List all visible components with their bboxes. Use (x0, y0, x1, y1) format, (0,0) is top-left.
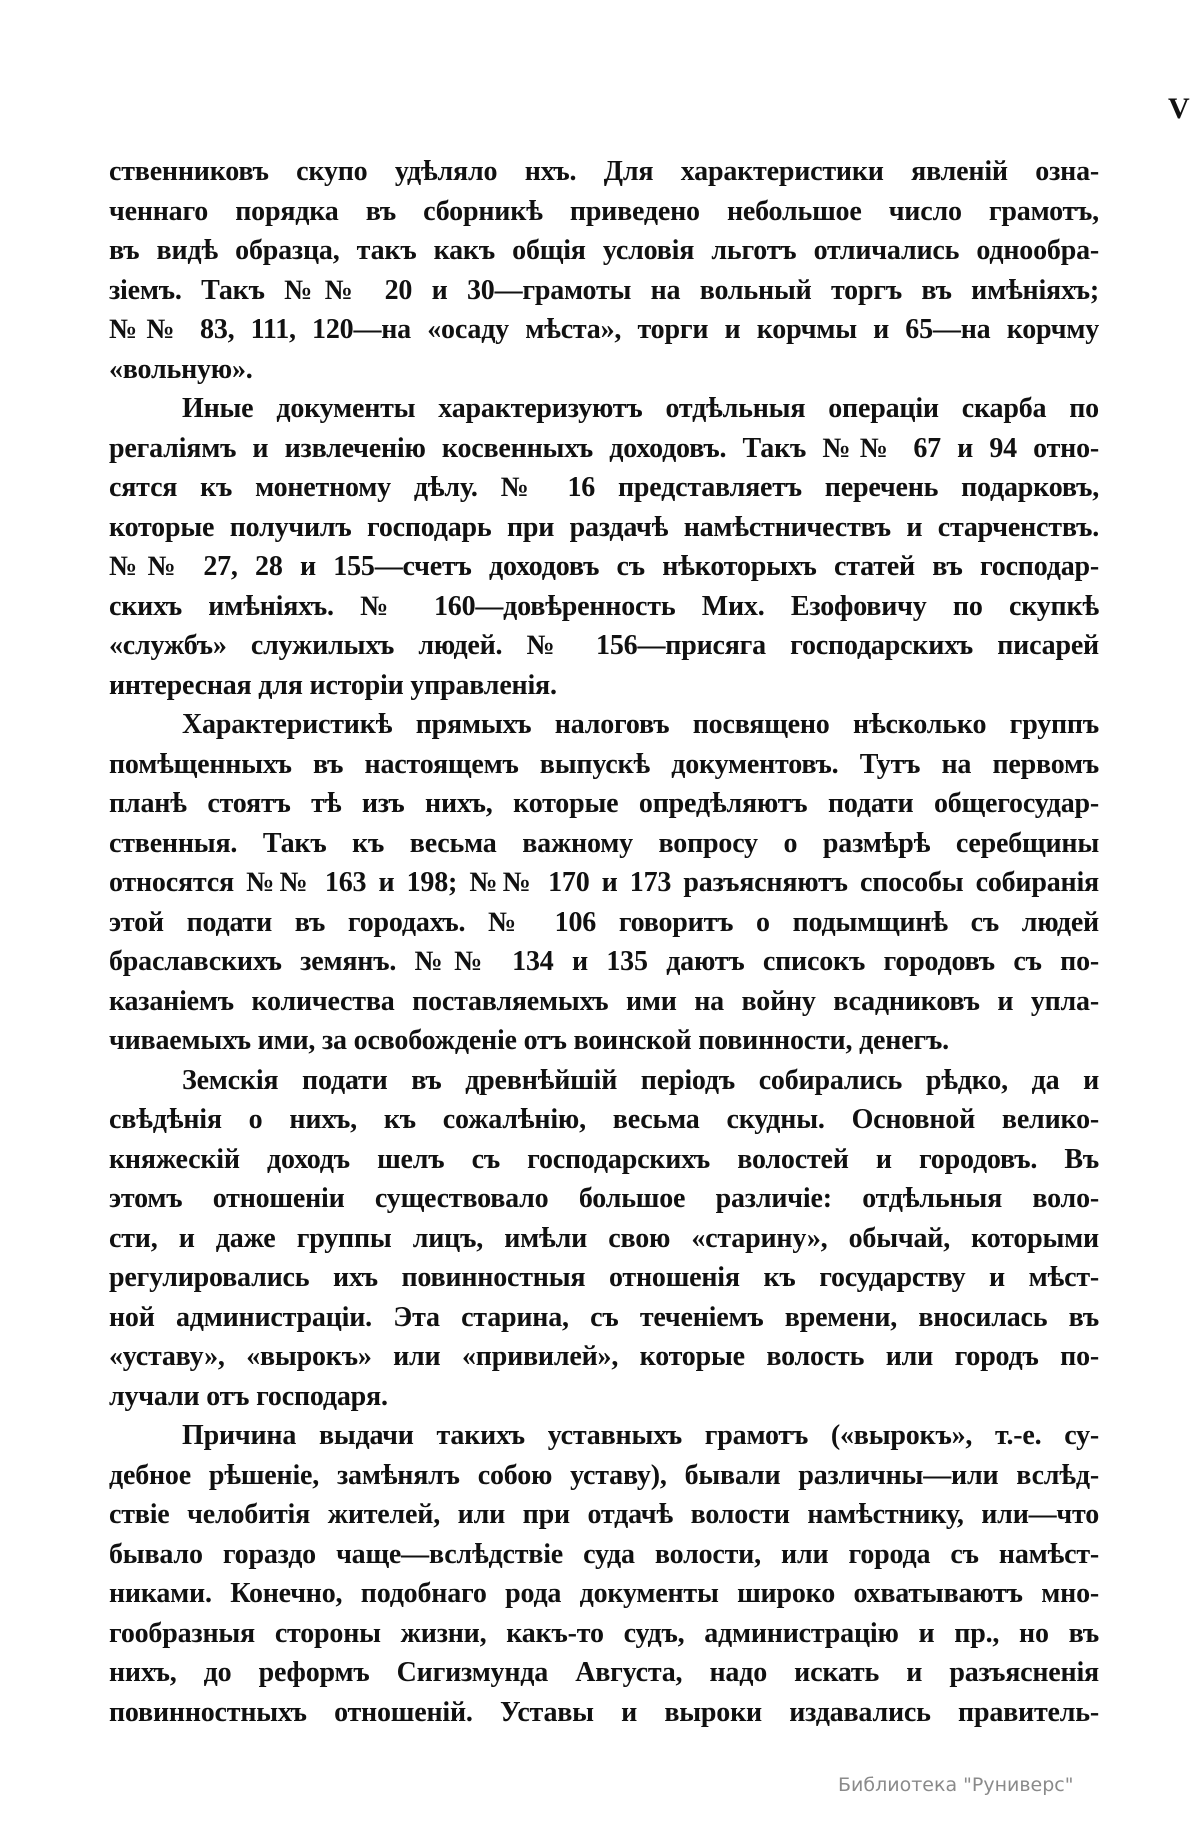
text-line: Земскія подати въ древнѣйшій періодъ собирались рѣдко, да и (182, 1064, 1099, 1096)
text-line: зіемъ. Такъ №№ 20 и 30—грамоты на вольный торгъ въ имѣніяхъ; (109, 274, 1099, 306)
text-line: бывало гораздо чаще—вслѣдствіе суда волости, или города съ намѣст- (109, 1538, 1099, 1570)
text-line: браславскихъ земянъ. №№ 134 и 135 даютъ списокъ городовъ съ по- (109, 946, 1099, 977)
paragraph (109, 152, 1099, 389)
text-line: №№ 27, 28 и 155—счетъ доходовъ съ нѣкоторыхъ статей въ господар- (109, 551, 1099, 582)
text-line: лучали отъ господаря. (109, 1380, 388, 1412)
paragraph (109, 1061, 1099, 1417)
text-line: казаніемъ количества поставляемыхъ ими на войну всадниковъ и упла- (109, 985, 1099, 1017)
text-line: въ видѣ образца, такъ какъ общія условія льготъ отличались однообра- (109, 235, 1099, 266)
text-line: регулировались ихъ повинностныя отношенія къ государству и мѣст- (109, 1262, 1099, 1293)
text-line: дебное рѣшеніе, замѣнялъ собою уставу), бывали различны—или вслѣд- (109, 1459, 1099, 1491)
text-line: никами. Конечно, подобнаго рода документы широко охватываютъ мно- (109, 1578, 1099, 1609)
text-line: «службъ» служилыхъ людей. № 156—присяга господарскихъ писарей (109, 630, 1099, 661)
text-body (109, 152, 1099, 1732)
text-line: Причина выдачи такихъ уставныхъ грамотъ («вырокъ», т.-е. су- (182, 1420, 1099, 1451)
text-line: «уставу», «вырокъ» или «привилей», которые волость или городъ по- (109, 1341, 1099, 1372)
paragraph (109, 389, 1099, 705)
text-line: «вольную». (109, 353, 253, 385)
text-line: которые получилъ господарь при раздачѣ намѣстничествъ и старченствъ. (109, 511, 1099, 543)
paragraph (109, 1416, 1099, 1732)
text-line: Характеристикѣ прямыхъ налоговъ посвящено нѣсколько группъ (182, 709, 1099, 740)
text-line: планѣ стоятъ тѣ изъ нихъ, которые опредѣляютъ подати общегосудар- (109, 788, 1099, 819)
text-line: ственниковъ скупо удѣляло нхъ. Для характеристики явленій озна- (109, 156, 1099, 187)
text-line: ченнаго порядка въ сборникѣ приведено небольшое число грамотъ, (109, 195, 1099, 227)
text-line: ствіе челобитія жителей, или при отдачѣ волости намѣстнику, или—что (109, 1499, 1099, 1530)
text-line: повинностныхъ отношеній. Уставы и выроки издавались правитель- (109, 1696, 1099, 1728)
library-watermark: Библиотека "Руниверс" (838, 1774, 1074, 1796)
text-line: сятся къ монетному дѣлу. № 16 представляетъ перечень подарковъ, (109, 472, 1099, 503)
page-number: V (1168, 92, 1190, 125)
text-line: помѣщенныхъ въ настоящемъ выпускѣ документовъ. Тутъ на первомъ (109, 748, 1099, 780)
text-line: сти, и даже группы лицъ, имѣли свою «старину», обычай, которыми (109, 1222, 1099, 1254)
text-line: княжескій доходъ шелъ съ господарскихъ волостей и городовъ. Въ (109, 1143, 1099, 1175)
text-line: чиваемыхъ ими, за освобожденіе отъ воинской повинности, денегъ. (109, 1025, 949, 1056)
text-line: гообразныя стороны жизни, какъ-то судъ, администрацію и пр., но въ (109, 1617, 1099, 1649)
text-line: этомъ отношеніи существовало большое различіе: отдѣльныя воло- (109, 1183, 1099, 1214)
text-line: относятся №№ 163 и 198; №№ 170 и 173 разъясняютъ способы собиранія (109, 867, 1099, 898)
text-line: №№ 83, 111, 120—на «осаду мѣста», торги и корчмы и 65—на корчму (109, 314, 1099, 345)
text-line: ственныя. Такъ къ весьма важному вопросу о размѣрѣ серебщины (109, 827, 1099, 859)
text-line: регаліямъ и извлеченію косвенныхъ доходовъ. Такъ №№ 67 и 94 отно- (109, 432, 1099, 464)
text-line: нихъ, до реформъ Сигизмунда Августа, надо искать и разъясненія (109, 1657, 1099, 1688)
text-line: этой подати въ городахъ. № 106 говоритъ о подымщинѣ съ людей (109, 906, 1099, 938)
text-line: скихъ имѣніяхъ. № 160—довѣренность Мих. Езофовичу по скупкѣ (109, 590, 1099, 622)
paragraph (109, 705, 1099, 1061)
text-line: ной администраціи. Эта старина, съ теченіемъ времени, вносилась въ (109, 1301, 1099, 1333)
text-line: свѣдѣнія о нихъ, къ сожалѣнію, весьма скудны. Основной велико- (109, 1104, 1099, 1135)
text-line: Иные документы характеризуютъ отдѣльныя операціи скарба по (182, 393, 1099, 424)
text-line: интересная для исторіи управленія. (109, 669, 557, 701)
